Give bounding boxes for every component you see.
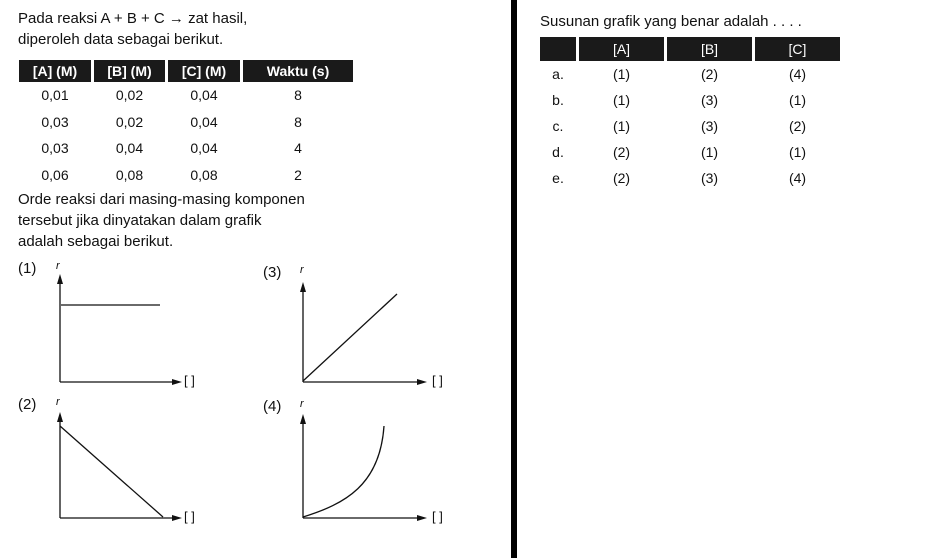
option-cell: (1) [788, 92, 807, 108]
graph-2-y-label: r [56, 396, 60, 408]
option-letter: b. [552, 92, 564, 108]
answer-option-row [540, 61, 840, 87]
option-cell: (2) [612, 144, 631, 160]
table-cell: 0,08 [190, 166, 218, 183]
answer-option-row [540, 139, 840, 165]
question-intro-line-2: diperoleh data sebagai berikut. [18, 31, 224, 48]
option-cell: (2) [788, 118, 807, 134]
option-cell: (2) [700, 66, 719, 82]
option-cell: (4) [788, 170, 807, 186]
option-cell: (1) [700, 144, 719, 160]
graph-4-x-label: [ ] [432, 509, 443, 524]
order-text-line-2: tersebut jika dinyatakan dalam grafik [18, 212, 262, 229]
option-letter: c. [552, 118, 564, 134]
option-letter: a. [552, 66, 564, 82]
table-cell: 0,02 [115, 87, 144, 104]
order-text-line-3: adalah sebagai berikut. [18, 233, 174, 250]
graph-2-label: (2) [18, 396, 37, 413]
table-cell: 8 [294, 113, 302, 130]
answer-header-c: [C] [755, 37, 840, 61]
answer-option-row [540, 87, 840, 113]
answer-prompt: Susunan grafik yang benar adalah . . . . [540, 13, 802, 30]
option-letter: d. [552, 144, 564, 160]
header-waktu: Waktu (s) [243, 60, 353, 82]
option-cell: (1) [612, 118, 631, 134]
table-cell: 0,04 [190, 113, 218, 130]
table-cell: 0,03 [41, 113, 69, 130]
header-a: [A] (M) [19, 60, 91, 82]
table-cell: 0,04 [115, 140, 144, 157]
answer-header-blank [540, 37, 576, 61]
table-cell: 0,06 [41, 166, 69, 183]
answer-header-b: [B] [667, 37, 752, 61]
table-cell: 0,01 [41, 87, 69, 104]
option-letter: e. [552, 170, 564, 186]
order-text-line-1: Orde reaksi dari masing-masing komponen [18, 191, 305, 208]
table-cell: 0,04 [190, 87, 218, 104]
answer-option-row [540, 165, 840, 191]
answer-header-a: [A] [579, 37, 664, 61]
graph-4-label: (4) [263, 398, 282, 415]
option-cell: (2) [612, 170, 631, 186]
graph-2-x-label: [ ] [184, 509, 195, 524]
graph-1-y-label: r [56, 260, 60, 272]
question-intro-line-1: Pada reaksi A + B + C → zat hasil, [18, 10, 248, 27]
table-cell: 0,02 [115, 113, 144, 130]
option-cell: (3) [700, 92, 719, 108]
table-cell: 0,03 [41, 140, 69, 157]
option-cell: (4) [788, 66, 807, 82]
option-cell: (3) [700, 118, 719, 134]
graph-3-x-label: [ ] [432, 373, 443, 388]
header-b: [B] (M) [94, 60, 165, 82]
option-cell: (3) [700, 170, 719, 186]
table-cell: 0,08 [115, 166, 144, 183]
option-cell: (1) [612, 92, 631, 108]
graph-3-label: (3) [263, 264, 282, 281]
graph-1-label: (1) [18, 260, 37, 277]
table-cell: 2 [294, 166, 302, 183]
answer-table [537, 37, 843, 191]
table-cell: 8 [294, 87, 302, 104]
table-cell: 0,04 [190, 140, 218, 157]
column-divider [511, 0, 517, 558]
answer-option-row [540, 113, 840, 139]
option-cell: (1) [788, 144, 807, 160]
graph-3-y-label: r [300, 264, 304, 276]
header-c: [C] (M) [168, 60, 240, 82]
graph-1-x-label: [ ] [184, 373, 195, 388]
option-cell: (1) [612, 66, 631, 82]
graph-4-y-label: r [300, 398, 304, 410]
answer-header-row [540, 37, 840, 61]
table-cell: 4 [294, 140, 302, 157]
